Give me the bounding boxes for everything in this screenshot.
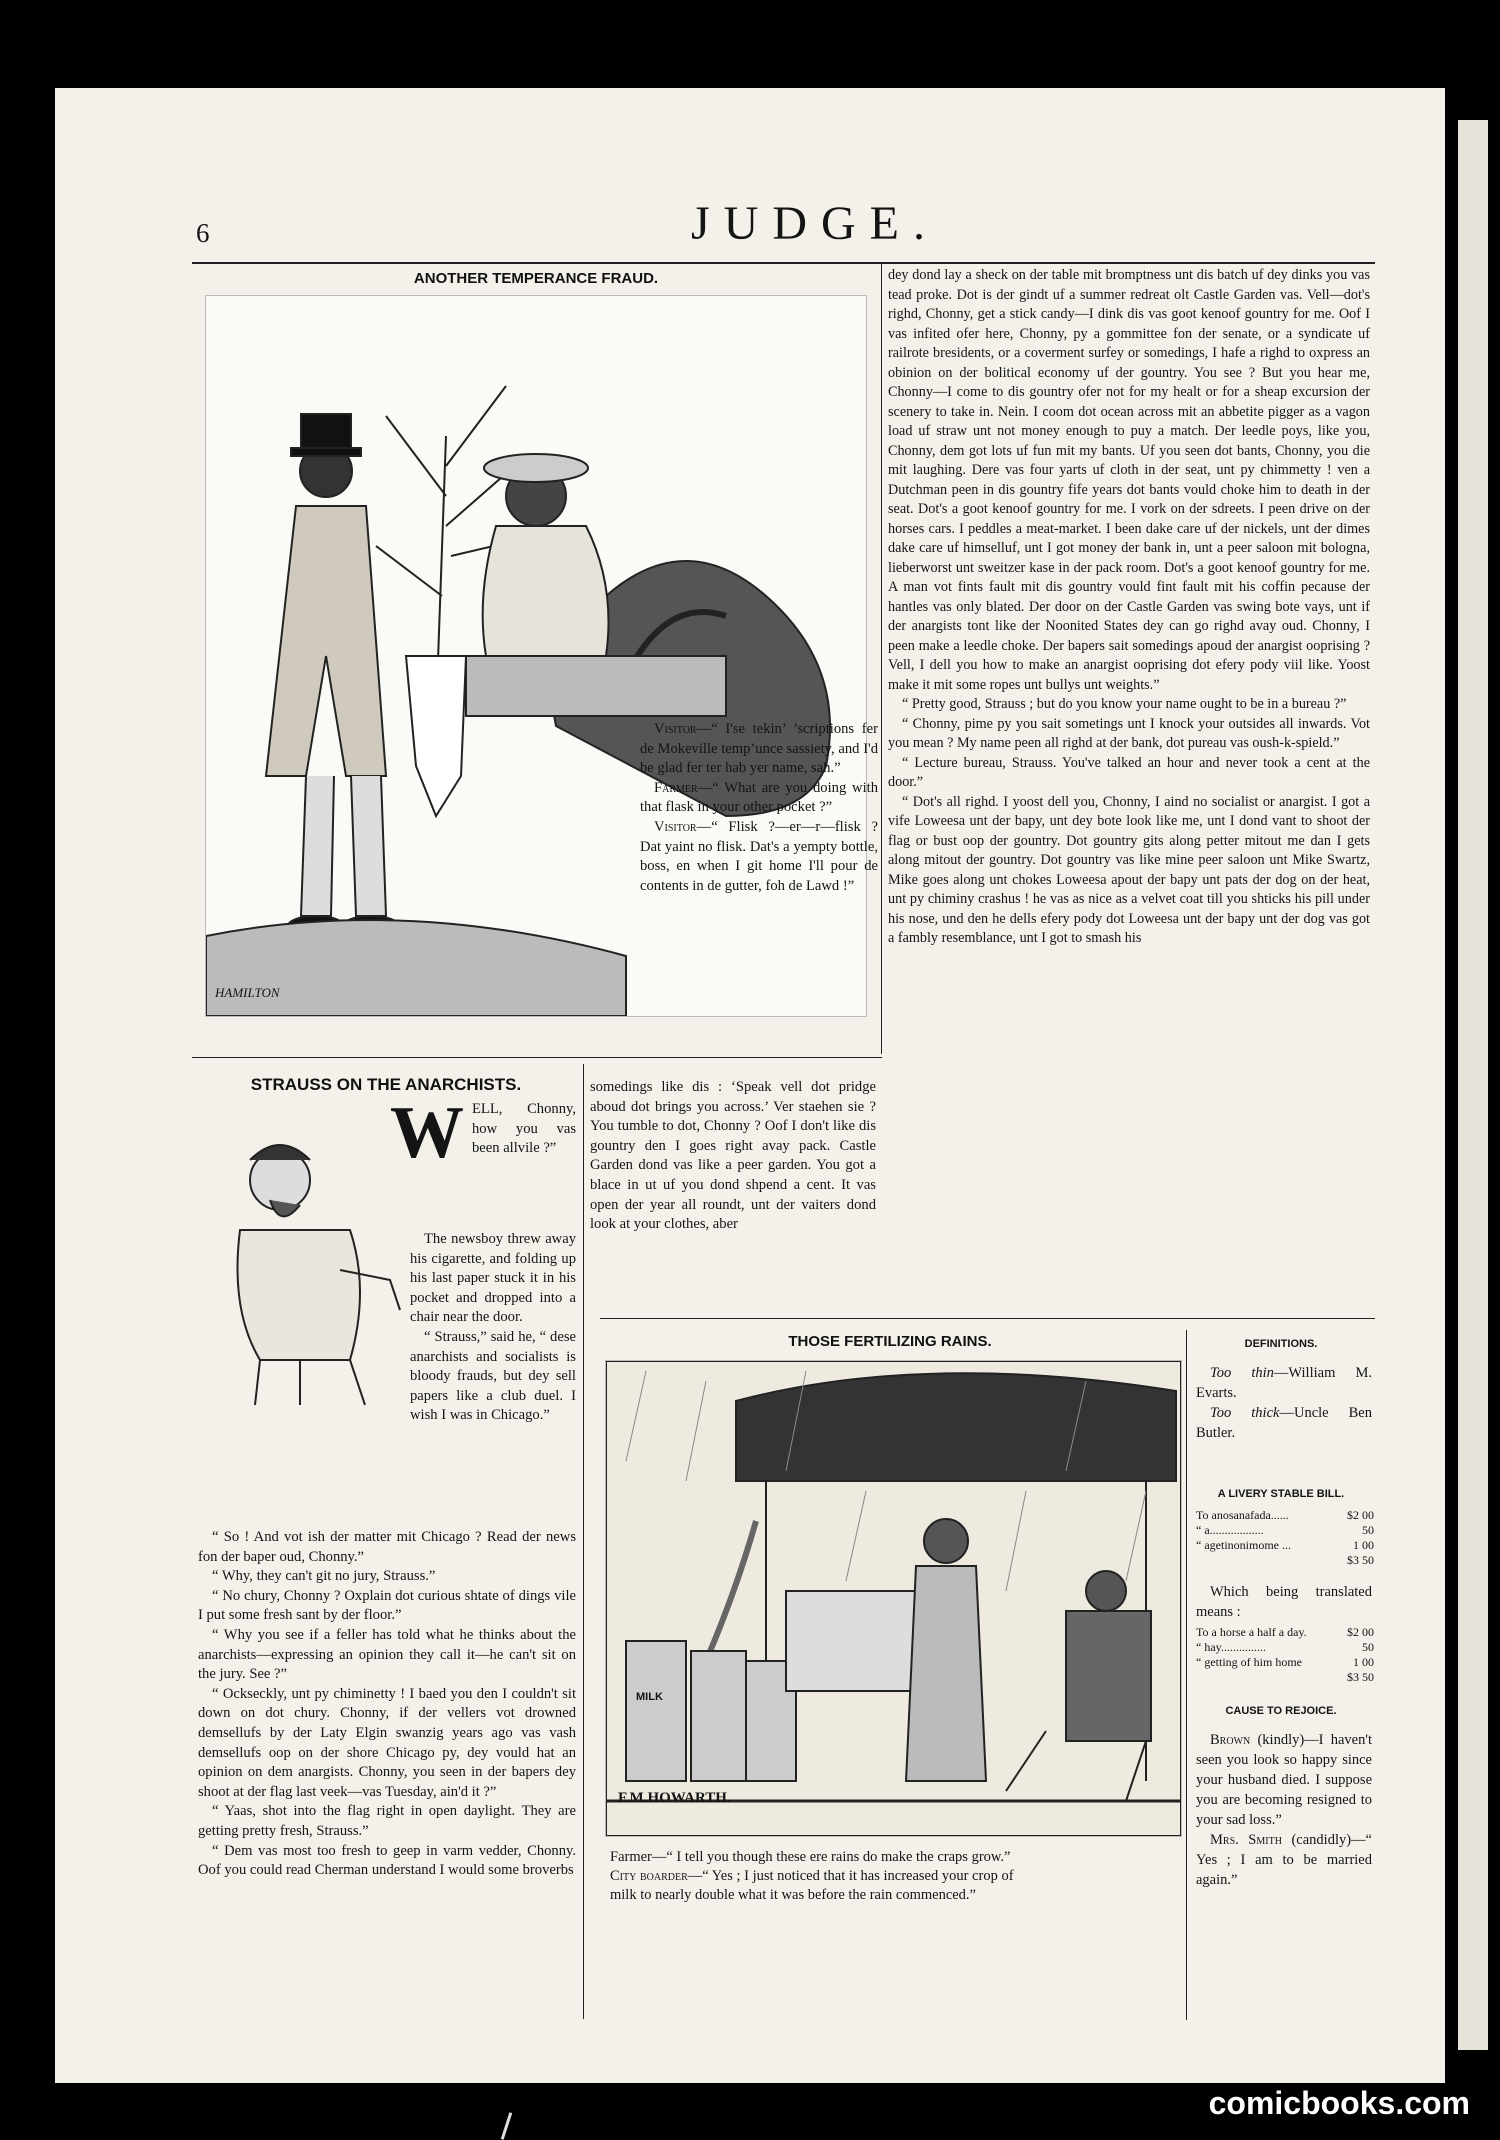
- paragraph: “ Chonny, pime py you sait sometings unt I knock your outsides all inwards. Vot you mean ? My name peen all righd at der bank, dot pureau vas oush-k-spield.”: [888, 715, 1370, 751]
- caption-text: —“ Yes ; I just noticed that it has increased your crop of: [687, 1868, 1014, 1884]
- paragraph: “ No chury, Chonny ? Oxplain dot curious shtate of dings vile I put some fresh sant by der floor.”: [198, 1587, 576, 1624]
- definitions-title: DEFINITIONS.: [1244, 1338, 1318, 1350]
- translated-bill: [1196, 1625, 1374, 1685]
- rejoice-text: [1196, 1730, 1372, 1890]
- header-rule: [192, 262, 1375, 264]
- def-text: —Uncle Ben Butler.: [1196, 1405, 1372, 1441]
- rains-top-rule: [600, 1318, 1375, 1319]
- speaker-mrs-smith: Mrs. Smith: [1210, 1832, 1282, 1848]
- paragraph: “ Pretty good, Strauss ; but do you know your name ought to be in a bureau ?”: [902, 696, 1347, 712]
- paragraph: “ So ! And vot ish der matter mit Chicago ? Read der news fon der baper oud, Chonny.”: [198, 1529, 576, 1565]
- dialogue-text: (candidly)—“ Yes ; I am to be married again.”: [1196, 1832, 1372, 1888]
- temperance-title: ANOTHER TEMPERANCE FRAUD.: [413, 270, 659, 287]
- strauss-opening: [390, 1092, 576, 1174]
- milk-can-label: MILK: [636, 1691, 663, 1703]
- speaker-visitor: Visitor: [654, 721, 697, 737]
- middle-column-text: [590, 1078, 876, 1235]
- dialogue-text: —“ I'se tekin’ ’scriptions fer de Mokeville temp’unce sassiety, and I'd be glad fer ter hab yer name, sah.”: [640, 721, 878, 777]
- watermark: comicbooks.com: [1208, 2085, 1470, 2121]
- bill-total: $3 50: [1347, 1670, 1374, 1684]
- masthead-title: JUDGE.: [691, 197, 939, 250]
- paragraph: “ Strauss,” said he, “ dese anarchists and socialists is bloody frauds, but dey sell papers like a club duel. I wish I was in Chicago.”: [410, 1328, 576, 1424]
- paragraph: “ Dem vas most too fresh to geep in varm vedder, Chonny. Oof you could read Cherman understand I would some broverbs: [198, 1842, 576, 1879]
- bill-row: “ getting of him home 1 00: [1196, 1655, 1374, 1669]
- speaker-city-boarder: City boarder: [610, 1868, 688, 1884]
- column-rule-left: [583, 1064, 584, 2019]
- right-column-text: [888, 266, 1370, 949]
- rains-title: THOSE FERTILIZING RAINS.: [788, 1333, 992, 1350]
- temperance-signature: HAMILTON: [215, 985, 280, 1000]
- dialogue-text: (kindly)—I haven't seen you look so happy since your husband died. I suppose you are becoming resigned to your sad loss.”: [1196, 1732, 1372, 1828]
- rains-signature: F.M.HOWARTH.: [618, 1790, 731, 1806]
- livery-bill: [1196, 1508, 1374, 1568]
- speaker-brown: Brown: [1210, 1732, 1251, 1748]
- strauss-portrait: [200, 1110, 410, 1410]
- caption-line: milk to nearly double what it was before the rain commenced.”: [610, 1887, 976, 1903]
- strauss-text: [410, 1230, 576, 1426]
- paragraph: dey dond lay a sheck on der table mit bromptness unt dis batch uf dey dinks you vas tead proke. Dot is der gindt uf a summer redreat olt Castle Garden vas. Vell—dot's righd, Chonny, get a stick candy—I dink dis vas goot kenoof gountry for me. Oof I vas infited ofer here, Chonny, py a gommittee fon der senate, or a syndicate uf railrote bresidents, or a coverment surfey or somedings, I hafe a righd to oxpress an obinion on der bolitical economy uf der gountry. You see ? But you hear me, Chonny—I come to dis gountry ofer not for my healt or for a sheap excursion der scenery to take in. Nein. I coom dot ocean across mit an abbetite pigger as a vagon load uf straw unt not money enough to puy a match. Der leedle poys, like you, Chonny, dem got lots uf fun mit my bants. Uf you seen dot bants, Chonny, you die mit laughing. Dere vas four yarts uf cloth in der seat, unt py chimmetty ! ven a Dutchman peen in dis gountry fife years dot bants vould choke him to death in der seat. Dot's a goot kenoof gountry for me. I vork on der sdreets. I peen drive on der horses cars. I peddles a meat-market. I been dake care uf der nickels, unt der dimes dake care uf himselluf, unt I got money der bank in, unt a peer saloon mit bologna, lieberworst unt sweitzer kase in der pack room. Dot's a goot kenoof gountry for me. A man vot fints fault mit dis gountry vould fint fault mit his coffin pecause der hantles vas only blated. Der door on der Castle Garden vas swing bote vays, unt if der anargists tont like der Noonited States dey can go righd avay oud. Chonny, I peen make a leedle choke. Der bapers sait somedings apoud der anargist ooprising ? Vell, I dell you how to make an anargist ooprising dot efery pody viil like. Yoost make it mit some ropes unt bullys unt weights.”: [888, 267, 1370, 693]
- page-number: 6: [196, 218, 210, 248]
- speaker-farmer: Farmer: [654, 779, 698, 796]
- opening-text: ELL, Chonny, how you vas been allvile ?”: [472, 1101, 576, 1157]
- bill-row: To anosanafada...... $2 00: [1196, 1508, 1374, 1522]
- paragraph: somedings like dis : ‘Speak vell dot pridge aboud dot brings you across.’ Ver staehen sie ? You tumble to dot, Chonny ? Oof I don't like dis gountry den I goes right avay pack. Castle Garden dond vas like a peer garden. You got a blace in ut uf you dond shpend a cent. It vas open der year all roundt, unt der vaiters dond look at your clothes, aber: [590, 1079, 876, 1233]
- rains-caption: [610, 1848, 1180, 1905]
- rejoice-title: CAUSE TO REJOICE.: [1225, 1705, 1337, 1717]
- sidebar-rule: [1186, 1330, 1187, 2020]
- caption-line: [610, 1867, 1180, 1886]
- column-rule-right: [881, 264, 882, 1054]
- dialogue-text: —“ Flisk ?—er—r—flisk ? Dat yaint no flisk. Dat's a yempty bottle, boss, en when I git home I'll pour de contents in de gutter, foh de Lawd !”: [640, 818, 878, 894]
- paragraph: “ Ockseckly, unt py chiminetty ! I baed you den I couldn't sit down on dot chury. Chonny, if der vellers vot drowned demsellufs by der Laty Elgin swanzig years ago vas vash demsellufs oop on der shore Chicago py, dey vould hat an opinion on dem anargists. Chonny, you seen in der bapers dey shoot at der flag last veek—vas Tuesday, ain'd it ?”: [198, 1685, 576, 1800]
- translated-note: Which being translated means :: [1196, 1584, 1372, 1620]
- strauss-title: STRAUSS ON THE ANARCHISTS.: [250, 1075, 522, 1094]
- strauss-text-wide: [198, 1528, 576, 1881]
- page-mark: [501, 2112, 513, 2140]
- temperance-dialogue: [640, 720, 878, 896]
- def-term: Too thick: [1210, 1405, 1280, 1421]
- paragraph: The newsboy threw away his cigarette, and folding up his last paper stuck it in his pocket and dropped into a chair near the door.: [410, 1231, 576, 1326]
- dialogue-text: —“ What are you doing with that flask in your other pocket ?”: [640, 779, 878, 816]
- paragraph: “ Dot's all righd. I yoost dell you, Chonny, I aind no socialist or anargist. I got a vife Loweesa unt der bapy, unt dey bote look like me, unt I dond vant to shoot der flag or bust oop der gountry. Dot gountry gits along petter mitout me dan I gets along mitout der gountry. Dot gountry vas like mine peer saloon unt Mike Swartz, Mike goes along unt chokes Loweesa apout der bapy unt pats der dog on der heat, unt py chiminy crashus ! he vas as nice as a velvet coat till you shticks his pill under his nose, und den he dells efery pody dot Loweesa unt der bapy unt der dog vas got a fambly resemblance, unt I got to smash his: [888, 793, 1370, 946]
- paragraph: “ Why you see if a feller has told what he thinks about the anarchists—expressing an opinion they call it—he can't sit on the jury. See ?”: [198, 1626, 576, 1683]
- paragraph: “ Yaas, shot into the flag right in open daylight. They are getting pretty fresh, Strauss.”: [198, 1803, 576, 1839]
- next-page-edge: [1458, 120, 1488, 2050]
- def-text: —William M. Evarts.: [1196, 1365, 1372, 1401]
- speaker-visitor: Visitor: [654, 818, 697, 835]
- bill-row: To a horse a half a day. $2 00: [1196, 1625, 1374, 1639]
- livery-bill-title: A LIVERY STABLE BILL.: [1217, 1488, 1345, 1500]
- bill-row: “ a.................. 50: [1196, 1523, 1374, 1537]
- def-term: Too thin: [1210, 1365, 1274, 1381]
- drop-cap: W: [390, 1092, 464, 1174]
- paragraph: “ Lecture bureau, Strauss. You've talked an hour and never took a cent at the door.”: [888, 754, 1370, 790]
- definitions-text: [1196, 1363, 1372, 1443]
- bill-row: “ hay............... 50: [1196, 1640, 1374, 1654]
- rains-illustration: [605, 1360, 1182, 1837]
- paragraph: “ Why, they can't git no jury, Strauss.”: [212, 1568, 436, 1585]
- bill-row: “ agetinonimome ... 1 00: [1196, 1538, 1374, 1552]
- caption-line: Farmer—“ I tell you though these ere rains do make the craps grow.”: [610, 1849, 1011, 1865]
- section-rule: [192, 1057, 882, 1058]
- bill-total: $3 50: [1347, 1553, 1374, 1567]
- temperance-illustration: [205, 295, 867, 1017]
